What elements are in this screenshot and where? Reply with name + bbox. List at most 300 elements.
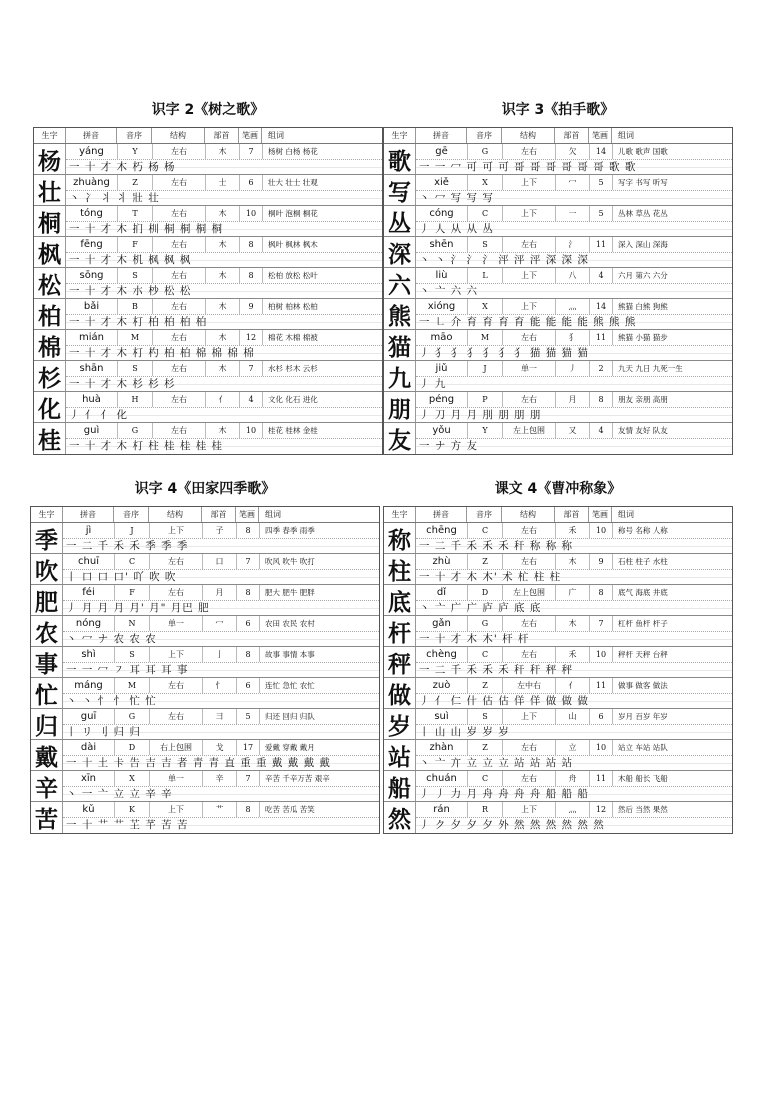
- table-header: [384, 128, 732, 144]
- stroke-order-row: 丶 冖 ナ 农 农 农: [63, 632, 379, 646]
- info-row: [416, 144, 732, 160]
- table-row: [384, 771, 732, 802]
- radical-cell: 月: [202, 585, 236, 600]
- words-cell: 杠杆 鱼杆 杆子: [612, 616, 732, 631]
- structure-cell: 上下: [502, 299, 555, 314]
- info-row: [63, 740, 379, 756]
- words-cell: 称号 名称 人称: [612, 523, 732, 538]
- character-details: [416, 585, 732, 615]
- pinyin-cell: péng: [428, 394, 455, 405]
- character-details: [416, 771, 732, 801]
- radical-cell: 木: [555, 554, 589, 569]
- order-cell: G: [467, 616, 502, 631]
- structure-cell: 单一: [502, 361, 555, 376]
- table-row: [384, 802, 732, 833]
- radical-cell: 冖: [555, 175, 589, 190]
- stroke-count-cell: 14: [589, 299, 612, 314]
- pinyin-cell: jiǔ: [435, 363, 448, 374]
- structure-cell: 左右: [152, 175, 205, 190]
- character-details: [416, 709, 732, 739]
- pinyin-cell: shēn: [429, 239, 454, 250]
- character-cell: 船: [384, 771, 416, 801]
- stroke-count-cell: 7: [589, 616, 612, 631]
- stroke-count-cell: 11: [589, 237, 612, 252]
- character-table: [30, 506, 380, 834]
- structure-cell: 左右: [502, 237, 555, 252]
- structure-cell: 左右: [152, 206, 205, 221]
- header-cell: 笔画: [588, 507, 611, 522]
- structure-cell: 左中右: [502, 678, 555, 693]
- radical-cell: 禾: [555, 523, 589, 538]
- info-row: [416, 330, 732, 346]
- character-details: [416, 299, 732, 329]
- structure-cell: 左右: [502, 392, 555, 407]
- character-cell: 称: [384, 523, 416, 553]
- order-cell: C: [114, 554, 149, 569]
- structure-cell: 左右: [502, 144, 555, 159]
- stroke-order-row: 一 十 才 木 朾 柱 桂 桂 桂 桂: [66, 439, 382, 454]
- stroke-order-row: 丿 ク 夕 夕 夕 外 然 然 然 然 然 然: [416, 818, 732, 833]
- table-row: [31, 523, 379, 554]
- character-cell: 柏: [34, 299, 66, 329]
- info-row: [66, 361, 382, 377]
- words-cell: 朋友 亲朋 高朋: [612, 392, 732, 407]
- words-cell: 桐叶 泡桐 桐花: [262, 206, 382, 221]
- info-row: [416, 423, 732, 439]
- stroke-count-cell: 17: [236, 740, 259, 755]
- stroke-count-cell: 10: [589, 740, 612, 755]
- character-details: [66, 144, 382, 174]
- pinyin-cell: tóng: [80, 208, 103, 219]
- order-cell: H: [117, 392, 152, 407]
- structure-cell: 右上包围: [149, 740, 202, 755]
- info-row: [66, 237, 382, 253]
- header-cell: 部首: [204, 128, 238, 143]
- stroke-count-cell: 9: [239, 299, 262, 314]
- character-cell: 杨: [34, 144, 66, 174]
- pinyin-cell: zhù: [432, 556, 451, 567]
- pinyin-cell: māo: [430, 332, 453, 343]
- radical-cell: 又: [555, 423, 589, 438]
- words-cell: 熊猫 白熊 狗熊: [612, 299, 732, 314]
- order-cell: J: [114, 523, 149, 538]
- pinyin-cell: liù: [435, 270, 448, 281]
- structure-cell: 上下: [502, 802, 555, 817]
- character-details: [66, 206, 382, 236]
- table-row: [384, 616, 732, 647]
- header-cell: 部首: [554, 507, 588, 522]
- stroke-order-row: 丿 犭 犭 犭 犭 犭 犭 猫 猫 猫 猫: [416, 346, 732, 360]
- character-details: [66, 175, 382, 205]
- pinyin-cell: bǎi: [83, 301, 100, 312]
- words-cell: 爱戴 穿戴 戴月: [259, 740, 379, 755]
- words-cell: 石柱 柱子 水柱: [612, 554, 732, 569]
- words-cell: 友情 友好 队友: [612, 423, 732, 438]
- stroke-order-row: 丿 亻 亻 化: [66, 408, 382, 422]
- character-details: [66, 423, 382, 454]
- stroke-count-cell: 10: [239, 423, 262, 438]
- table-header: [384, 507, 732, 523]
- pinyin-cell: xīn: [80, 773, 97, 784]
- character-details: [66, 330, 382, 360]
- stroke-order-row: 一 二 千 禾 禾 禾 秆 秆 秤 秤: [416, 663, 732, 677]
- structure-cell: 左右: [502, 771, 555, 786]
- header-cell: 部首: [201, 507, 235, 522]
- character-details: [63, 523, 379, 553]
- character-cell: 桐: [34, 206, 66, 236]
- section-title: 识字 2《树之歌》: [151, 102, 265, 118]
- radical-cell: 子: [202, 523, 236, 538]
- character-cell: 朋: [384, 392, 416, 422]
- table-row: [31, 802, 379, 833]
- header-cell: 生字: [391, 131, 408, 140]
- words-cell: 吹风 吹牛 吹打: [259, 554, 379, 569]
- words-cell: 辛苦 千辛万苦 艰辛: [259, 771, 379, 786]
- stroke-count-cell: 8: [236, 585, 259, 600]
- stroke-count-cell: 8: [236, 802, 259, 817]
- stroke-order-row: 丿 月 月 月 月' 月" 月巴 肥: [63, 601, 379, 615]
- radical-cell: 广: [555, 585, 589, 600]
- character-cell: 杉: [34, 361, 66, 391]
- stroke-order-row: 一 十 才 木 朾 柏 柏 柏 柏: [66, 315, 382, 329]
- table-row: [34, 144, 382, 175]
- stroke-order-row: 一 十 才 木 杉 杉 杉: [66, 377, 382, 391]
- section-title: 课文 4《曹冲称象》: [494, 481, 622, 497]
- radical-cell: 木: [205, 237, 239, 252]
- pinyin-cell: jì: [85, 525, 92, 536]
- character-details: [416, 361, 732, 391]
- stroke-count-cell: 5: [589, 175, 612, 190]
- pinyin-cell: shì: [81, 649, 96, 660]
- info-row: [416, 392, 732, 408]
- radical-cell: 木: [205, 206, 239, 221]
- pinyin-cell: fēng: [80, 239, 103, 250]
- words-cell: 桂花 桂林 金桂: [262, 423, 382, 438]
- info-row: [66, 268, 382, 284]
- structure-cell: 左右: [502, 554, 555, 569]
- stroke-count-cell: 8: [236, 523, 259, 538]
- section-title: 识字 4《田家四季歌》: [134, 481, 276, 497]
- stroke-count-cell: 2: [589, 361, 612, 376]
- header-cell: 结构: [148, 507, 201, 522]
- words-cell: 熊猫 小猫 猫步: [612, 330, 732, 345]
- words-cell: 松柏 放松 松叶: [262, 268, 382, 283]
- table-header: [34, 128, 382, 144]
- info-row: [416, 299, 732, 315]
- words-cell: 木船 船长 飞船: [612, 771, 732, 786]
- stroke-order-row: 丿 九: [416, 377, 732, 391]
- order-cell: G: [114, 709, 149, 724]
- structure-cell: 左右: [152, 268, 205, 283]
- table-row: [31, 647, 379, 678]
- header-cell: 生字: [38, 510, 55, 519]
- table-row: [384, 268, 732, 299]
- character-details: [416, 554, 732, 584]
- character-details: [416, 616, 732, 646]
- header-cell: 笔画: [235, 507, 258, 522]
- character-details: [63, 802, 379, 833]
- pinyin-cell: zhàn: [429, 742, 454, 753]
- stroke-order-row: 丿 刀 月 月 刖 朋 朋 朋: [416, 408, 732, 422]
- stroke-count-cell: 6: [239, 175, 262, 190]
- stroke-count-cell: 5: [236, 709, 259, 724]
- stroke-count-cell: 8: [589, 392, 612, 407]
- pinyin-cell: shān: [79, 363, 104, 374]
- structure-cell: 上下: [502, 268, 555, 283]
- order-cell: Z: [467, 554, 502, 569]
- character-cell: 壮: [34, 175, 66, 205]
- stroke-count-cell: 8: [239, 237, 262, 252]
- info-row: [66, 206, 382, 222]
- structure-cell: 上下: [502, 175, 555, 190]
- character-cell: 秤: [384, 647, 416, 677]
- radical-cell: 山: [555, 709, 589, 724]
- radical-cell: 犭: [555, 330, 589, 345]
- radical-cell: 月: [555, 392, 589, 407]
- character-cell: 九: [384, 361, 416, 391]
- table-row: [31, 678, 379, 709]
- table-row: [384, 175, 732, 206]
- stroke-order-row: 一 一 冖 ㇇ 耳 耳 耳 事: [63, 663, 379, 677]
- pinyin-cell: cóng: [429, 208, 454, 219]
- character-cell: 丛: [384, 206, 416, 236]
- character-cell: 六: [384, 268, 416, 298]
- structure-cell: 左右: [152, 330, 205, 345]
- character-cell: 深: [384, 237, 416, 267]
- table-row: [384, 361, 732, 392]
- stroke-count-cell: 12: [239, 330, 262, 345]
- radical-cell: 木: [205, 361, 239, 376]
- character-cell: 肥: [31, 585, 63, 615]
- order-cell: S: [467, 237, 502, 252]
- order-cell: Y: [467, 423, 502, 438]
- words-cell: 壮大 壮士 壮观: [262, 175, 382, 190]
- table-row: [34, 361, 382, 392]
- table-row: [34, 330, 382, 361]
- character-cell: 农: [31, 616, 63, 646]
- table-header: [31, 507, 379, 523]
- character-details: [416, 647, 732, 677]
- info-row: [63, 585, 379, 601]
- pinyin-cell: xiě: [434, 177, 449, 188]
- words-cell: 杨树 白杨 杨花: [262, 144, 382, 159]
- character-cell: 棉: [34, 330, 66, 360]
- stroke-order-row: 丶 亠 广 广 庐 庐 底 底: [416, 601, 732, 615]
- structure-cell: 单一: [149, 771, 202, 786]
- character-cell: 归: [31, 709, 63, 739]
- stroke-count-cell: 8: [236, 647, 259, 662]
- table-row: [34, 206, 382, 237]
- table-row: [31, 771, 379, 802]
- section-title: 识字 3《拍手歌》: [501, 102, 615, 118]
- info-row: [416, 678, 732, 694]
- radical-cell: 口: [202, 554, 236, 569]
- order-cell: M: [467, 330, 502, 345]
- character-table: [383, 506, 733, 834]
- header-cell: 结构: [151, 128, 204, 143]
- radical-cell: 欠: [555, 144, 589, 159]
- header-cell: 音序: [466, 507, 501, 522]
- character-table: [383, 127, 733, 455]
- table-row: [384, 678, 732, 709]
- radical-cell: 亻: [555, 678, 589, 693]
- structure-cell: 左右: [152, 361, 205, 376]
- stroke-order-row: 丨 山 山 岁 岁 岁: [416, 725, 732, 739]
- info-row: [63, 554, 379, 570]
- character-details: [416, 206, 732, 236]
- table-row: [34, 237, 382, 268]
- pinyin-cell: guī: [80, 711, 97, 722]
- character-cell: 写: [384, 175, 416, 205]
- table-row: [384, 144, 732, 175]
- stroke-order-row: 一 十 才 木 朾 杓 柏 柏 棉 棉 棉 棉: [66, 346, 382, 360]
- character-cell: 岁: [384, 709, 416, 739]
- radical-cell: 氵: [555, 237, 589, 252]
- stroke-order-row: 丶 冖 写 写 写: [416, 191, 732, 205]
- pinyin-cell: sōng: [79, 270, 104, 281]
- character-details: [66, 361, 382, 391]
- pinyin-cell: chèng: [426, 649, 457, 660]
- character-cell: 歌: [384, 144, 416, 174]
- structure-cell: 左右: [502, 616, 555, 631]
- info-row: [66, 392, 382, 408]
- structure-cell: 上下: [502, 709, 555, 724]
- info-row: [416, 237, 732, 253]
- radical-cell: 艹: [202, 802, 236, 817]
- pinyin-cell: yáng: [79, 146, 104, 157]
- stroke-order-row: 丿 亻 仁 什 估 估 佯 佯 做 做 做: [416, 694, 732, 708]
- info-row: [416, 206, 732, 222]
- words-cell: 四季 春季 雨季: [259, 523, 379, 538]
- words-cell: 底气 海底 井底: [612, 585, 732, 600]
- structure-cell: 左右: [152, 299, 205, 314]
- stroke-order-row: 一 二 千 禾 禾 禾 秆 称 称 称: [416, 539, 732, 553]
- pinyin-cell: nóng: [75, 618, 102, 629]
- radical-cell: 木: [205, 268, 239, 283]
- structure-cell: 左右: [152, 423, 205, 438]
- header-cell: 拼音: [415, 507, 466, 522]
- words-cell: 秤杆 天秤 台秤: [612, 647, 732, 662]
- character-details: [416, 423, 732, 454]
- order-cell: K: [114, 802, 149, 817]
- table-row: [384, 523, 732, 554]
- info-row: [63, 771, 379, 787]
- order-cell: C: [467, 771, 502, 786]
- order-cell: G: [467, 144, 502, 159]
- stroke-order-row: 一 二 千 禾 禾 季 季 季: [63, 539, 379, 553]
- words-cell: 文化 化石 进化: [262, 392, 382, 407]
- order-cell: N: [114, 616, 149, 631]
- table-row: [384, 554, 732, 585]
- radical-cell: 辛: [202, 771, 236, 786]
- stroke-count-cell: 8: [239, 268, 262, 283]
- character-details: [63, 709, 379, 739]
- order-cell: C: [467, 523, 502, 538]
- order-cell: D: [114, 740, 149, 755]
- header-cell: 音序: [116, 128, 151, 143]
- order-cell: R: [467, 802, 502, 817]
- stroke-order-row: 一 十 才 木 朩 杪 松 松: [66, 284, 382, 298]
- header-cell: 组词: [611, 507, 732, 522]
- radical-cell: 木: [205, 423, 239, 438]
- stroke-order-row: 丶 一 亠 立 立 辛 辛: [63, 787, 379, 801]
- pinyin-cell: suì: [434, 711, 449, 722]
- table-row: [384, 647, 732, 678]
- table-row: [384, 392, 732, 423]
- character-cell: 吹: [31, 554, 63, 584]
- info-row: [416, 647, 732, 663]
- order-cell: S: [467, 709, 502, 724]
- stroke-count-cell: 7: [236, 554, 259, 569]
- info-row: [63, 678, 379, 694]
- header-cell: 结构: [501, 507, 554, 522]
- radical-cell: 木: [555, 616, 589, 631]
- info-row: [416, 268, 732, 284]
- header-cell: 组词: [261, 128, 382, 143]
- pinyin-cell: chēng: [426, 525, 457, 536]
- character-details: [416, 678, 732, 708]
- structure-cell: 左上包围: [502, 423, 555, 438]
- structure-cell: 左右: [149, 678, 202, 693]
- info-row: [416, 361, 732, 377]
- order-cell: P: [467, 392, 502, 407]
- table-row: [384, 585, 732, 616]
- stroke-order-row: 丿 人 从 从 丛: [416, 222, 732, 236]
- order-cell: F: [114, 585, 149, 600]
- stroke-count-cell: 4: [239, 392, 262, 407]
- order-cell: X: [114, 771, 149, 786]
- header-cell: 结构: [501, 128, 554, 143]
- structure-cell: 单一: [149, 616, 202, 631]
- words-cell: 连忙 急忙 农忙: [259, 678, 379, 693]
- structure-cell: 左右: [502, 330, 555, 345]
- character-cell: 辛: [31, 771, 63, 801]
- info-row: [66, 144, 382, 160]
- order-cell: Z: [117, 175, 152, 190]
- table-row: [31, 616, 379, 647]
- words-cell: 农田 农民 农村: [259, 616, 379, 631]
- character-details: [66, 268, 382, 298]
- table-row: [384, 330, 732, 361]
- order-cell: M: [114, 678, 149, 693]
- structure-cell: 左右: [502, 523, 555, 538]
- table-row: [34, 392, 382, 423]
- info-row: [416, 585, 732, 601]
- pinyin-cell: zuò: [432, 680, 451, 691]
- table-row: [31, 709, 379, 740]
- character-cell: 事: [31, 647, 63, 677]
- info-row: [63, 523, 379, 539]
- words-cell: 故事 事情 本事: [259, 647, 379, 662]
- header-cell: 部首: [554, 128, 588, 143]
- words-cell: 枫叶 枫林 枫木: [262, 237, 382, 252]
- structure-cell: 左右: [149, 709, 202, 724]
- words-cell: 九天 九日 九死一生: [612, 361, 732, 376]
- stroke-order-row: 丶 丶 忄 忄 忙 忙: [63, 694, 379, 708]
- order-cell: D: [467, 585, 502, 600]
- pinyin-cell: gē: [435, 146, 448, 157]
- pinyin-cell: chuī: [78, 556, 99, 567]
- pinyin-cell: zhuàng: [73, 177, 110, 188]
- words-cell: 归还 回归 归队: [259, 709, 379, 724]
- info-row: [66, 423, 382, 439]
- character-details: [63, 585, 379, 615]
- character-cell: 化: [34, 392, 66, 422]
- stroke-order-row: 丶 丶 氵 氵 氵 泙 泙 泙 深 深 深: [416, 253, 732, 267]
- character-cell: 苦: [31, 802, 63, 833]
- character-details: [416, 392, 732, 422]
- order-cell: S: [114, 647, 149, 662]
